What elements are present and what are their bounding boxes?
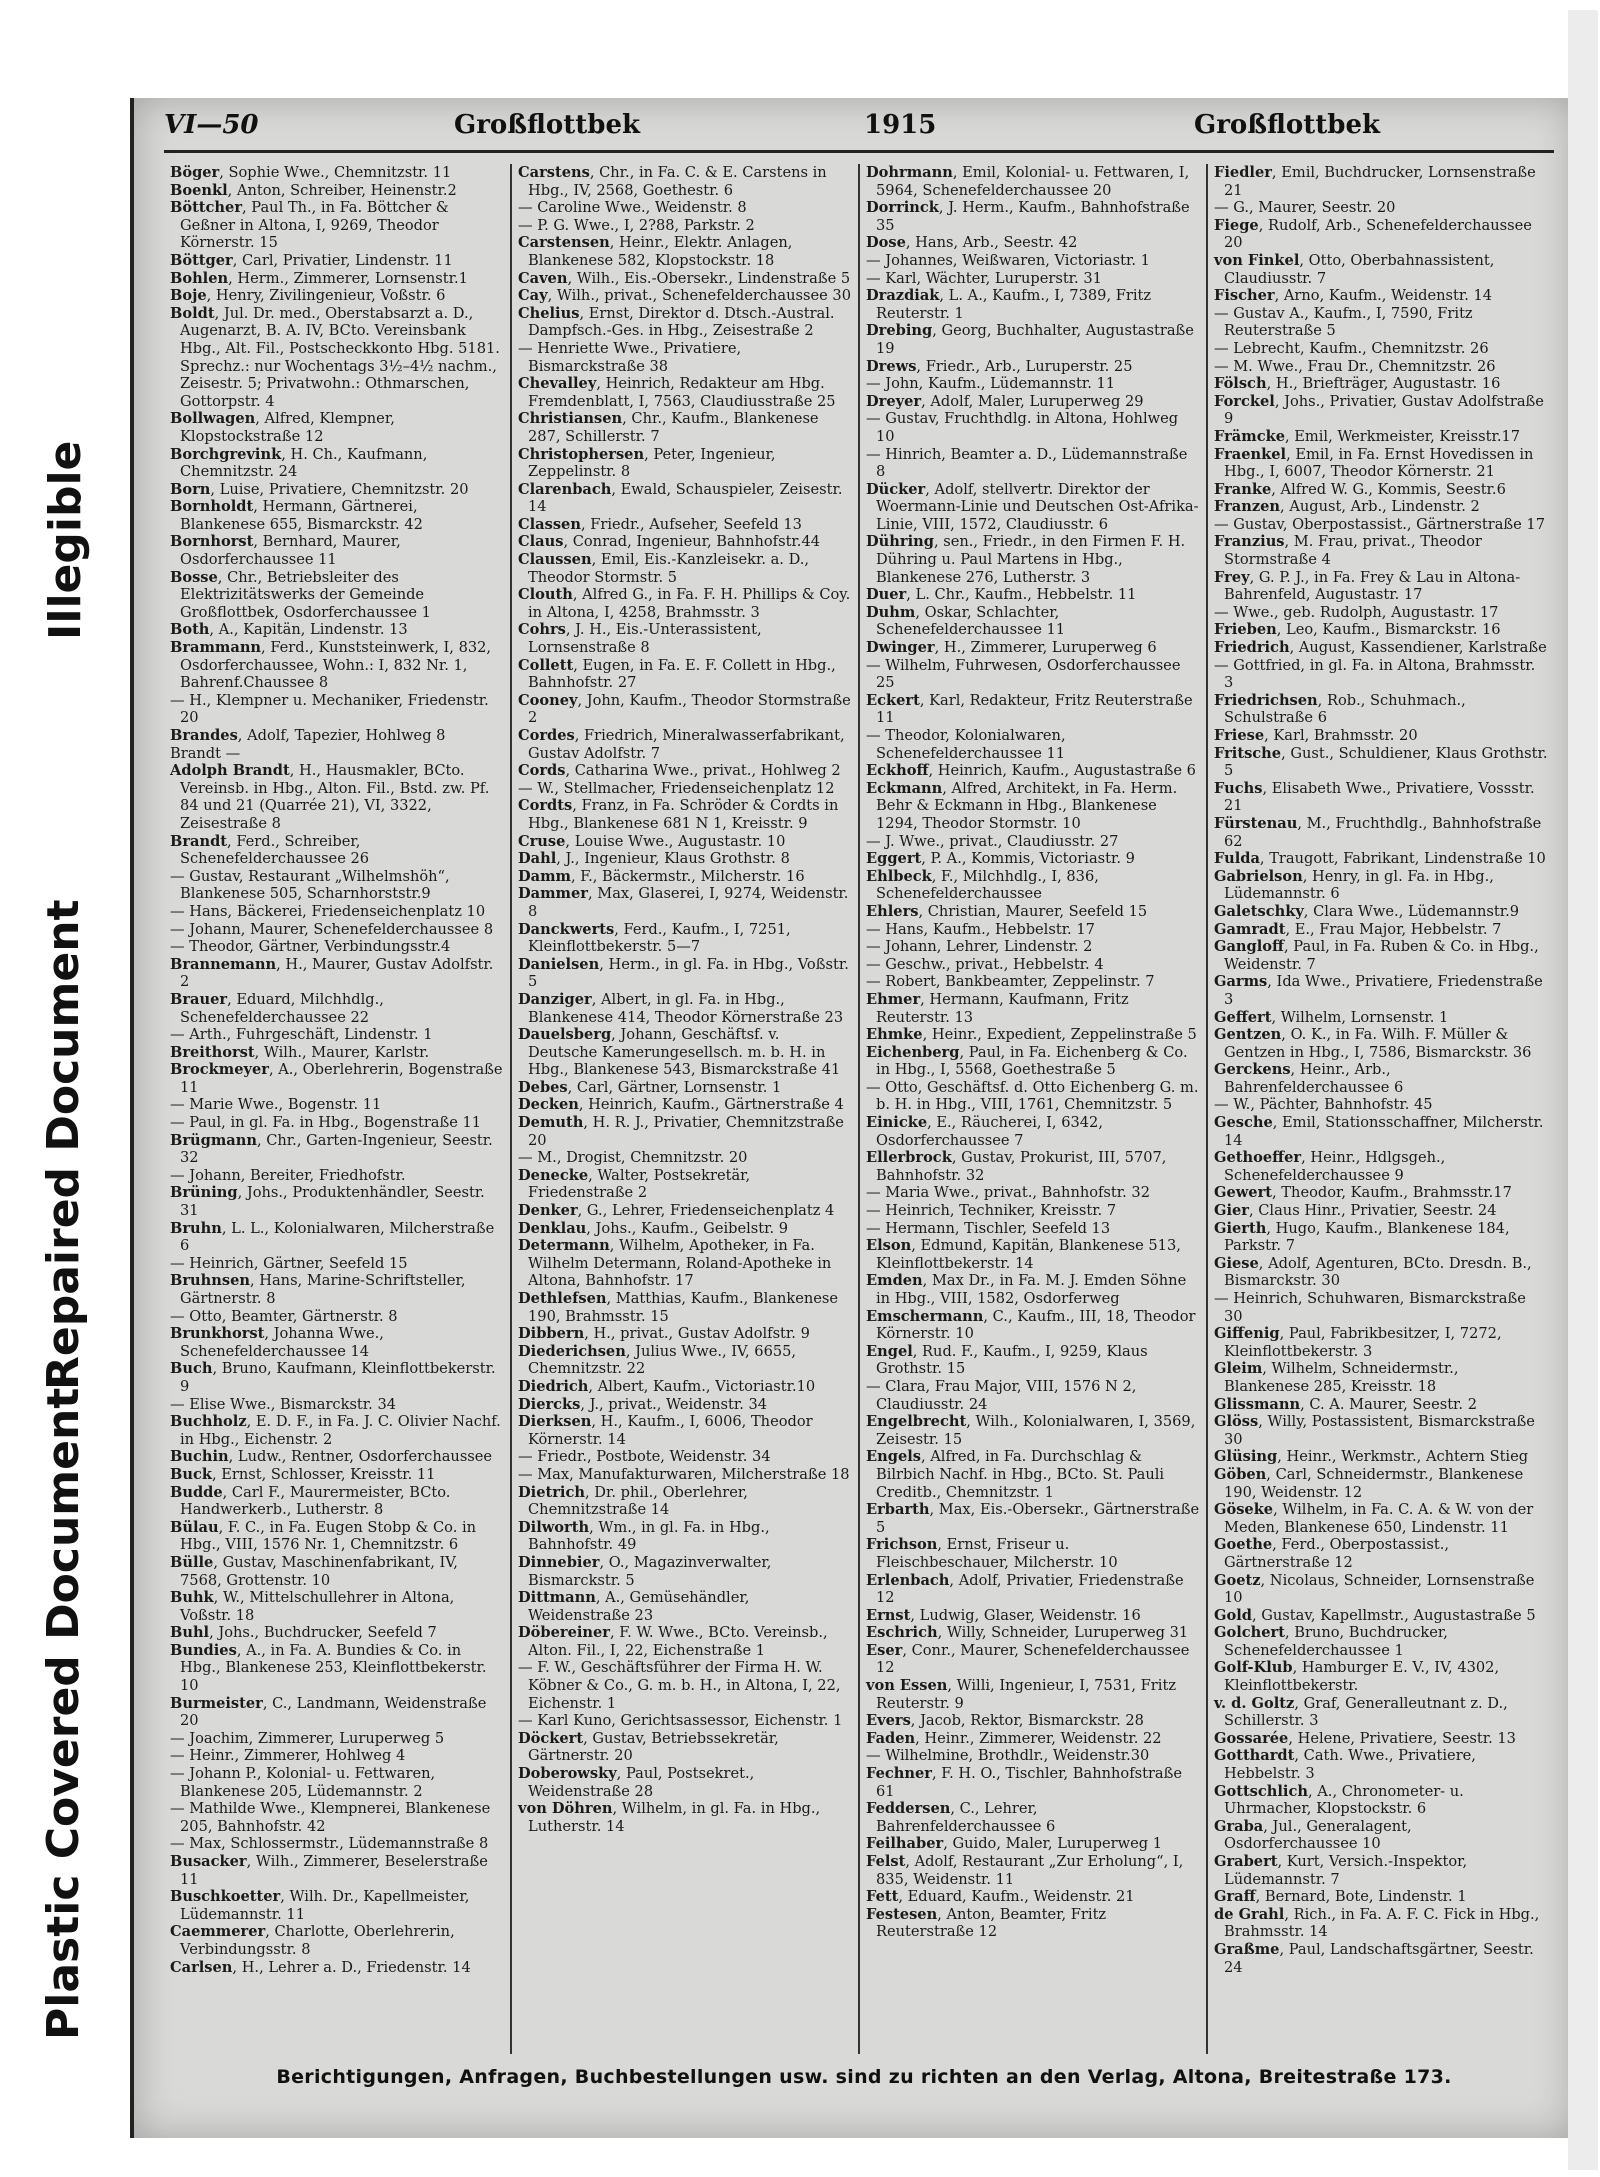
directory-entry: — M., Drogist, Chemnitzstr. 20	[518, 1149, 748, 1167]
directory-entry: Dietrich, Dr. phil., Oberlehrer, Chemnitzstraße 14	[518, 1483, 748, 1519]
directory-entry: — Hermann, Tischler, Seefeld 13	[866, 1219, 1111, 1237]
directory-entry: — Wilhelm, Fuhrwesen, Osdorferchaussee 25	[866, 656, 1181, 692]
directory-entry: Bülle, Gustav, Maschinenfabrikant, IV, 7568, Grottenstr. 10	[170, 1553, 458, 1589]
directory-entry: Glissmann, C. A. Maurer, Seestr. 2	[1214, 1395, 1477, 1413]
directory-entry: Fuchs, Elisabeth Wwe., Privatiere, Vossstr. 21	[1214, 779, 1535, 815]
directory-entry: — Gustav A., Kaufm., I, 7590, Fritz Reuterstraße 5	[1214, 304, 1473, 340]
directory-entry: Debes, Carl, Gärtner, Lornsenstr. 1	[518, 1078, 782, 1096]
directory-entry: — Hinrich, Beamter a. D., Lüdemannstraße 8	[866, 445, 1188, 481]
directory-entry: Fraenkel, Emil, in Fa. Ernst Hovedissen in Hbg., I, 6007, Theodor Körnerstr. 21	[1214, 445, 1534, 481]
directory-entry: Garms, Ida Wwe., Privatiere, Friedenstraße 3	[1214, 973, 1543, 1008]
directory-entry: Fürstenau, M., Fruchthdlg., Bahnhofstraße 62	[1214, 814, 1542, 850]
directory-entry: Dittmann, A., Gemüsehändler, Weidenstraße 23	[518, 1589, 750, 1624]
directory-entry: Evers, Jacob, Rektor, Bismarckstr. 28	[866, 1712, 1144, 1730]
directory-entry: — Otto, Geschäftsf. d. Otto Eichenberg G. m. b. H. in Hbg., VIII, 1761, Chemnitzstr. 5	[866, 1078, 1199, 1114]
directory-entry: Festesen, Anton, Beamter, Fritz Reuterstraße 12	[866, 1905, 1107, 1941]
directory-entry: Friese, Karl, Brahmsstr. 20	[1214, 727, 1418, 744]
directory-entry: Cruse, Louise Wwe., Augustastr. 10	[518, 832, 786, 850]
directory-entry: Ellerbrock, Gustav, Prokurist, III, 5707, Bahnhofstr. 32	[866, 1149, 1167, 1184]
directory-entry: — Johannes, Weißwaren, Victoriastr. 1	[866, 251, 1150, 269]
directory-entry: Bornhorst, Bernhard, Maurer, Osdorferchaussee 11	[170, 533, 401, 569]
directory-entry: Brüning, Johs., Produktenhändler, Seestr. 31	[170, 1184, 485, 1220]
directory-entry: Böger, Sophie Wwe., Chemnitzstr. 11	[170, 164, 452, 181]
directory-entry: Duhm, Oskar, Schlachter, Schenefelderchaussee 11	[866, 603, 1066, 639]
directory-entry: Determann, Wilhelm, Apotheker, in Fa. Wilhelm Determann, Roland-Apotheke in Altona, Bahnhofstr. 17	[518, 1237, 832, 1290]
directory-entry: Bohlen, Herm., Zimmerer, Lornsenstr.1	[170, 269, 468, 287]
directory-entry: Ehlers, Christian, Maurer, Seefeld 15	[866, 902, 1148, 920]
directory-entry: Frichson, Ernst, Friseur u. Fleischbeschauer, Milcherstr. 10	[866, 1536, 1118, 1571]
directory-entry: Fischer, Arno, Kaufm., Weidenstr. 14	[1214, 287, 1493, 305]
directory-entry: Dibbern, H., privat., Gustav Adolfstr. 9	[518, 1325, 810, 1343]
directory-entry: Claus, Conrad, Ingenieur, Bahnhofstr.44	[518, 533, 821, 551]
directory-entry: — Gustav, Fruchthdlg. in Altona, Hohlweg 10	[866, 410, 1179, 445]
directory-entry: — Theodor, Kolonialwaren, Schenefelderchaussee 11	[866, 727, 1066, 762]
directory-entry: Gotthardt, Cath. Wwe., Privatiere, Hebbelstr. 3	[1214, 1747, 1476, 1783]
directory-entry: — Johann, Maurer, Schenefelderchaussee 8	[170, 920, 494, 938]
scan-edge	[1568, 10, 1598, 2170]
directory-entry: Budde, Carl F., Maurermeister, BCto. Handwerkerb., Lutherstr. 8	[170, 1483, 451, 1519]
directory-entry: Gewert, Theodor, Kaufm., Brahmsstr.17	[1214, 1184, 1512, 1202]
directory-entry: Buhl, Johs., Buchdrucker, Seefeld 7	[170, 1624, 437, 1642]
directory-entry: Boldt, Jul. Dr. med., Oberstabsarzt a. D., Augenarzt, B. A. IV, BCto. Vereinsbank Hbg., Alt. Fil., Postscheckkonto Hbg. 5181. Sprechz.: nur Wochentags 3½–4½ nachm., Zeisestr. 5; Privatwohn.: Othmarschen, Gottorpstr. 4	[170, 304, 500, 410]
directory-entry: Christophersen, Peter, Ingenieur, Zeppelinstr. 8	[518, 445, 776, 481]
directory-entry: — Gustav, Restaurant „Wilhelmshöh“, Blankenese 505, Scharnhorststr.9	[170, 867, 450, 903]
directory-entry: Emden, Max Dr., in Fa. M. J. Emden Söhne in Hbg., VIII, 1582, Osdorferweg	[866, 1272, 1187, 1307]
directory-entry: Bundies, A., in Fa. A. Bundies & Co. in Hbg., Blankenese 253, Kleinflottbekerstr. 10	[170, 1641, 487, 1695]
directory-entry: Dreyer, Adolf, Maler, Luruperweg 29	[866, 392, 1144, 410]
directory-entry: Classen, Friedr., Aufseher, Seefeld 13	[518, 515, 802, 533]
directory-entry: — Heinrich, Schuhwaren, Bismarckstraße 30	[1214, 1290, 1526, 1325]
directory-entry: Dose, Hans, Arb., Seestr. 42	[866, 234, 1078, 252]
directory-entry: Gentzen, O. K., in Fa. Wilh. F. Müller & Gentzen in Hbg., I, 7586, Bismarckstr. 36	[1214, 1026, 1532, 1061]
directory-entry: Collett, Eugen, in Fa. E. F. Collett in Hbg., Bahnhofstr. 27	[518, 656, 836, 692]
header-year: 1915	[864, 110, 937, 140]
directory-entry: Eckmann, Alfred, Architekt, in Fa. Herm. Behr & Eckmann in Hbg., Blankenese 1294, Theodor Stormstr. 10	[866, 779, 1178, 832]
directory-entry: Golf-Klub, Hamburger E. V., IV, 4302, Kleinflottbekerstr.	[1214, 1659, 1500, 1695]
directory-entry: — W., Stellmacher, Friedenseichenplatz 12	[518, 779, 835, 797]
directory-entry: Gold, Gustav, Kapellmstr., Augustastraße 5	[1214, 1606, 1536, 1624]
directory-entry: Erbarth, Max, Eis.-Obersekr., Gärtnerstraße 5	[866, 1501, 1200, 1536]
directory-entry: Claussen, Emil, Eis.-Kanzleisekr. a. D., Theodor Stormstr. 5	[518, 551, 810, 586]
directory-entry: Dierksen, H., Kaufm., I, 6006, Theodor Körnerstr. 14	[518, 1413, 813, 1448]
directory-entry: Glöss, Willy, Postassistent, Bismarckstraße 30	[1214, 1413, 1535, 1448]
directory-entry: Buhk, W., Mittelschullehrer in Altona, Voßstr. 18	[170, 1589, 455, 1624]
directory-entry: Brannemann, H., Maurer, Gustav Adolfstr. 2	[170, 955, 494, 991]
directory-entry: — Maria Wwe., privat., Bahnhofstr. 32	[866, 1184, 1151, 1202]
directory-entry: Bosse, Chr., Betriebsleiter des Elektrizitätswerks der Gemeinde Großflottbek, Osdorferchaussee 1	[170, 568, 431, 621]
directory-entry: Friedrich, August, Kassendiener, Karlstraße	[1214, 639, 1547, 657]
directory-entry: Bornholdt, Hermann, Gärtnerei, Blankenese 655, Bismarckstr. 42	[170, 498, 423, 533]
directory-entry: Caven, Wilh., Eis.-Obersekr., Lindenstraße 5	[518, 269, 851, 287]
page-number: VI—50	[164, 110, 259, 140]
directory-entry: Buchin, Ludw., Rentner, Osdorferchaussee	[170, 1448, 493, 1466]
directory-entry: Emschermann, C., Kaufm., III, 18, Theodor Körnerstr. 10	[866, 1307, 1196, 1343]
directory-entry: — Gustav, Oberpostassist., Gärtnerstraße 17	[1214, 515, 1545, 533]
directory-entry: Brunkhorst, Johanna Wwe., Schenefelderchaussee 14	[170, 1325, 384, 1360]
header-location-right: Großflottbek	[1194, 110, 1380, 140]
directory-entry: — Elise Wwe., Bismarckstr. 34	[170, 1395, 397, 1413]
directory-entry: Felst, Adolf, Restaurant „Zur Erholung“, I, 835, Weidenstr. 11	[866, 1853, 1184, 1888]
directory-entry: Gabrielson, Henry, in gl. Fa. in Hbg., Lüdemannstr. 6	[1214, 867, 1494, 903]
directory-entry: Borchgrevink, H. Ch., Kaufmann, Chemnitzstr. 24	[170, 445, 428, 481]
directory-entry: Dilworth, Wm., in gl. Fa. in Hbg., Bahnhofstr. 49	[518, 1518, 770, 1554]
directory-entry: Brügmann, Chr., Garten-Ingenieur, Seestr. 32	[170, 1131, 493, 1167]
directory-column-4	[1208, 164, 1554, 2054]
directory-entry: Graßme, Paul, Landschaftsgärtner, Seestr. 24	[1214, 1940, 1534, 1976]
directory-entry: Eser, Conr., Maurer, Schenefelderchaussee 12	[866, 1641, 1190, 1677]
directory-entry: Engels, Alfred, in Fa. Durchschlag & Bilrbich Nachf. in Hbg., BCto. St. Pauli Creditb., Chemnitzstr. 1	[866, 1448, 1165, 1501]
directory-entry: Denklau, Johs., Kaufm., Geibelstr. 9	[518, 1219, 789, 1237]
directory-entry: — Robert, Bankbeamter, Zeppelinstr. 7	[866, 973, 1155, 991]
directory-entry: Drazdiak, L. A., Kaufm., I, 7389, Fritz Reuterstr. 1	[866, 287, 1152, 322]
directory-entry: Chelius, Ernst, Direktor d. Dtsch.-Austral. Dampfsch.-Ges. in Hbg., Zeisestraße 2	[518, 304, 835, 340]
directory-column-1	[164, 164, 512, 2054]
directory-entry: Demuth, H. R. J., Privatier, Chemnitzstraße 20	[518, 1114, 844, 1149]
directory-entry: Glüsing, Heinr., Werkmstr., Achtern Stieg	[1214, 1448, 1529, 1466]
directory-entry: Franke, Alfred W. G., Kommis, Seestr.6	[1214, 480, 1506, 498]
header-location-left: Großflottbek	[454, 110, 640, 140]
directory-entry: Bollwagen, Alfred, Klempner, Klopstockstraße 12	[170, 410, 395, 445]
directory-entry: Gethoeffer, Heinr., Hdlgsgeh., Schenefelderchaussee 9	[1214, 1149, 1446, 1184]
directory-entry: Brauer, Eduard, Milchhdlg., Schenefelderchaussee 22	[170, 990, 384, 1026]
directory-entry: — Johann P., Kolonial- u. Fettwaren, Blankenese 205, Lüdemannstr. 2	[170, 1765, 436, 1800]
directory-entry: Fulda, Traugott, Fabrikant, Lindenstraße 10	[1214, 850, 1546, 868]
directory-entry: Franzen, August, Arb., Lindenstr. 2	[1214, 498, 1480, 516]
directory-entry: Ernst, Ludwig, Glaser, Weidenstr. 16	[866, 1606, 1141, 1624]
directory-entry: — Friedr., Postbote, Weidenstr. 34	[518, 1448, 771, 1466]
stamp-repaired-document: Repaired Document	[38, 899, 89, 1390]
directory-entry: — Clara, Frau Major, VIII, 1576 N 2, Claudiusstr. 24	[866, 1377, 1137, 1413]
directory-entry: Carlsen, H., Lehrer a. D., Friedenstr. 14	[170, 1958, 471, 1976]
directory-entry: Diederichsen, Julius Wwe., IV, 6655, Chemnitzstr. 22	[518, 1342, 797, 1378]
header-rule	[164, 150, 1554, 153]
directory-entry: Fölsch, H., Briefträger, Augustastr. 16	[1214, 375, 1501, 393]
directory-entry: Goethe, Ferd., Oberpostassist., Gärtnerstraße 12	[1214, 1536, 1449, 1571]
directory-entry: Denker, G., Lehrer, Friedenseichenplatz 4	[518, 1202, 835, 1220]
archive-stamps	[0, 0, 120, 2177]
directory-entry: Einicke, E., Räucherei, I, 6342, Osdorferchaussee 7	[866, 1114, 1103, 1149]
directory-entry: Denecke, Walter, Postsekretär, Friedenstraße 2	[518, 1166, 751, 1202]
directory-entry: Feilhaber, Guido, Maler, Luruperweg 1	[866, 1835, 1163, 1853]
directory-entry: Eschrich, Willy, Schneider, Luruperweg 31	[866, 1624, 1189, 1642]
directory-entry: Geffert, Wilhelm, Lornsenstr. 1	[1214, 1008, 1449, 1026]
directory-entry: — Caroline Wwe., Weidenstr. 8	[518, 199, 747, 217]
directory-entry: Bülau, F. C., in Fa. Eugen Stobp & Co. in Hbg., VIII, 1576 Nr. 1, Chemnitzstr. 6	[170, 1518, 477, 1554]
directory-entry: — Johann, Bereiter, Friedhofstr.	[170, 1166, 406, 1184]
directory-entry: von Finkel, Otto, Oberbahnassistent, Claudiusstr. 7	[1214, 251, 1495, 287]
directory-entry: Dwinger, H., Zimmerer, Luruperweg 6	[866, 639, 1157, 657]
directory-entry: Duer, L. Chr., Kaufm., Hebbelstr. 11	[866, 586, 1137, 604]
directory-entry: Brammann, Ferd., Kunststeinwerk, I, 832, Osdorferchaussee, Wohn.: I, 832 Nr. 1, Bahrenf.Chaussee 8	[170, 639, 492, 692]
directory-entry: — Marie Wwe., Bogenstr. 11	[170, 1096, 382, 1114]
directory-entry: Graff, Bernard, Bote, Lindenstr. 1	[1214, 1888, 1467, 1906]
directory-entry: Brandt, Ferd., Schreiber, Schenefelderchaussee 26	[170, 832, 370, 868]
directory-entry: Frieben, Leo, Kaufm., Bismarckstr. 16	[1214, 621, 1501, 639]
directory-entry: Fiedler, Emil, Buchdrucker, Lornsenstraße 21	[1214, 164, 1536, 199]
directory-entry: Buchholz, E. D. F., in Fa. J. C. Olivier Nachf. in Hbg., Eichenstr. 2	[170, 1413, 501, 1448]
directory-entry: Gamradt, E., Frau Major, Hebbelstr. 7	[1214, 920, 1502, 938]
directory-entry: Cohrs, J. H., Eis.-Unterassistent, Lornsenstraße 8	[518, 621, 762, 657]
directory-entry: Galetschky, Clara Wwe., Lüdemannstr.9	[1214, 902, 1520, 920]
directory-entry: Chevalley, Heinrich, Redakteur am Hbg. Fremdenblatt, I, 7563, Claudiusstraße 25	[518, 375, 836, 410]
directory-entry: Danielsen, Herm., in gl. Fa. in Hbg., Voßstr. 5	[518, 955, 849, 991]
directory-entry: Doberowsky, Paul, Postsekret., Weidenstraße 28	[518, 1765, 755, 1800]
directory-page	[130, 98, 1574, 2138]
directory-entry: Burmeister, C., Landmann, Weidenstraße 20	[170, 1694, 487, 1730]
directory-entry: Adolph Brandt, H., Hausmakler, BCto. Vereinsb. in Hbg., Alton. Fil., Bstd. zw. Pf. 84 und 21 (Quarrée 21), VI, 3322, Zeisestraße 8	[170, 762, 490, 832]
directory-entry: Gierth, Hugo, Kaufm., Blankenese 184, Parkstr. 7	[1214, 1219, 1510, 1255]
directory-entry: Dethlefsen, Matthias, Kaufm., Blankenese 190, Brahmsstr. 15	[518, 1290, 838, 1325]
directory-column-2	[512, 164, 860, 2054]
directory-entry: — W., Pächter, Bahnhofstr. 45	[1214, 1096, 1433, 1114]
directory-entry: Graba, Jul., Generalagent, Osdorferchaussee 10	[1214, 1817, 1412, 1853]
directory-entry: Cordts, Franz, in Fa. Schröder & Cordts in Hbg., Blankenese 681 N 1, Kreisstr. 9	[518, 797, 839, 832]
directory-entry: — Mathilde Wwe., Klempnerei, Blankenese 205, Bahnhofstr. 42	[170, 1800, 491, 1835]
directory-entry: Danckwerts, Ferd., Kaufm., I, 7251, Kleinflottbekerstr. 5—7	[518, 920, 791, 956]
directory-entry: Drebing, Georg, Buchhalter, Augustastraße 19	[866, 322, 1194, 357]
directory-entry: Dammer, Max, Glaserei, I, 9274, Weidenstr. 8	[518, 885, 849, 920]
directory-entry: Born, Luise, Privatiere, Chemnitzstr. 20	[170, 480, 469, 498]
directory-entry: Dahl, J., Ingenieur, Klaus Grothstr. 8	[518, 850, 790, 868]
directory-entry: Erlenbach, Adolf, Privatier, Friedenstraße 12	[866, 1571, 1184, 1607]
directory-entry: Caemmerer, Charlotte, Oberlehrerin, Verbindungsstr. 8	[170, 1923, 455, 1958]
directory-entry: Clarenbach, Ewald, Schauspieler, Zeisestr. 14	[518, 480, 843, 516]
directory-entry: Boenkl, Anton, Schreiber, Heinenstr.2	[170, 181, 457, 199]
directory-columns	[164, 164, 1554, 2054]
directory-entry: Fritsche, Gust., Schuldiener, Klaus Grothstr. 5	[1214, 744, 1548, 780]
directory-entry: — John, Kaufm., Lüdemannstr. 11	[866, 375, 1116, 393]
directory-entry: — Wwe., geb. Rudolph, Augustastr. 17	[1214, 603, 1499, 621]
directory-entry: Diedrich, Albert, Kaufm., Victoriastr.10	[518, 1377, 816, 1395]
directory-entry: — P. G. Wwe., I, 2?88, Parkstr. 2	[518, 216, 755, 234]
directory-entry: Eggert, P. A., Kommis, Victoriastr. 9	[866, 850, 1135, 868]
directory-entry: Boje, Henry, Zivilingenieur, Voßstr. 6	[170, 287, 446, 305]
directory-entry: Göben, Carl, Schneidermstr., Blankenese 190, Weidenstr. 12	[1214, 1465, 1524, 1501]
directory-entry: Brockmeyer, A., Oberlehrerin, Bogenstraße 11	[170, 1061, 503, 1096]
directory-entry: Gangloff, Paul, in Fa. Ruben & Co. in Hbg., Weidenstr. 7	[1214, 938, 1539, 973]
directory-entry: Göseke, Wilhelm, in Fa. C. A. & W. von der Meden, Blankenese 650, Lindenstr. 11	[1214, 1501, 1534, 1536]
directory-entry: — Paul, in gl. Fa. in Hbg., Bogenstraße 11	[170, 1114, 482, 1132]
directory-entry: Engelbrecht, Wilh., Kolonialwaren, I, 3569, Zeisestr. 15	[866, 1413, 1196, 1448]
directory-entry: Grabert, Kurt, Versich.-Inspektor, Lüdemannstr. 7	[1214, 1853, 1468, 1888]
directory-entry: Dauelsberg, Johann, Geschäftsf. v. Deutsche Kamerungesellsch. m. b. H. in Hbg., Blankenese 543, Bismarckstraße 41	[518, 1026, 841, 1079]
directory-entry: Engel, Rud. F., Kaufm., I, 9259, Klaus Grothstr. 15	[866, 1342, 1148, 1378]
directory-entry: Ehlbeck, F., Milchhdlg., I, 836, Schenefelderchaussee	[866, 867, 1099, 903]
directory-entry: Dohrmann, Emil, Kolonial- u. Fettwaren, I, 5964, Schenefelderchaussee 20	[866, 164, 1190, 199]
directory-entry: — Arth., Fuhrgeschäft, Lindenstr. 1	[170, 1026, 433, 1044]
directory-entry: von Essen, Willi, Ingenieur, I, 7531, Fritz Reuterstr. 9	[866, 1677, 1177, 1712]
directory-entry: Eckhoff, Heinrich, Kaufm., Augustastraße 6	[866, 762, 1196, 780]
directory-entry: Giffenig, Paul, Fabrikbesitzer, I, 7272, Kleinflottbekerstr. 3	[1214, 1325, 1502, 1360]
directory-entry: Dorrinck, J. Herm., Kaufm., Bahnhofstraße 35	[866, 199, 1190, 234]
directory-entry: — Lebrecht, Kaufm., Chemnitzstr. 26	[1214, 339, 1489, 357]
directory-entry: Brandes, Adolf, Tapezier, Hohlweg 8	[170, 727, 446, 744]
directory-entry: Fett, Eduard, Kaufm., Weidenstr. 21	[866, 1888, 1135, 1906]
stamp-plastic-covered-document: Plastic Covered Document	[38, 1387, 89, 2040]
directory-entry: Decken, Heinrich, Kaufm., Gärtnerstraße 4	[518, 1096, 844, 1114]
directory-entry: — Johann, Lehrer, Lindenstr. 2	[866, 938, 1093, 956]
directory-entry: Franzius, M. Frau, privat., Theodor Stormstraße 4	[1214, 533, 1482, 569]
directory-entry: — Henriette Wwe., Privatiere, Bismarckstraße 38	[518, 339, 742, 375]
directory-entry: — Karl, Wächter, Luruperstr. 31	[866, 269, 1102, 287]
directory-entry: Cordes, Friedrich, Mineralwasserfabrikant, Gustav Adolfstr. 7	[518, 727, 845, 762]
directory-entry: Eichenberg, Paul, in Fa. Eichenberg & Co. in Hbg., I, 5568, Goethestraße 5	[866, 1043, 1188, 1079]
directory-entry: — Karl Kuno, Gerichtsassessor, Eichenstr. 1	[518, 1712, 843, 1730]
directory-entry: von Döhren, Wilhelm, in gl. Fa. in Hbg., Lutherstr. 14	[518, 1800, 821, 1835]
directory-entry: v. d. Goltz, Graf, Generalleutnant z. D., Schillerstr. 3	[1214, 1694, 1508, 1730]
directory-entry: Christiansen, Chr., Kaufm., Blankenese 287, Schillerstr. 7	[518, 410, 819, 445]
directory-entry: — G., Maurer, Seestr. 20	[1214, 199, 1396, 217]
directory-entry: Bruhn, L. L., Kolonialwaren, Milcherstraße 6	[170, 1219, 495, 1255]
directory-entry: Gossarée, Helene, Privatiere, Seestr. 13	[1214, 1729, 1516, 1747]
directory-entry: Buschkoetter, Wilh. Dr., Kapellmeister, Lüdemannstr. 11	[170, 1888, 470, 1923]
directory-entry: Faden, Heinr., Zimmerer, Weidenstr. 22	[866, 1729, 1162, 1747]
directory-entry: Dühring, sen., Friedr., in den Firmen F. H. Dühring u. Paul Martens in Hbg., Blankenese 276, Lutherstr. 3	[866, 533, 1186, 586]
directory-entry: Ehmer, Hermann, Kaufmann, Fritz Reuterstr. 13	[866, 990, 1129, 1026]
directory-entry: Giese, Adolf, Agenturen, BCto. Dresdn. B., Bismarckstr. 30	[1214, 1254, 1532, 1290]
directory-entry: Eckert, Karl, Redakteur, Fritz Reuterstraße 11	[866, 691, 1193, 727]
directory-entry: — Hans, Kaufm., Hebbelstr. 17	[866, 920, 1095, 938]
directory-entry: Diercks, J., privat., Weidenstr. 34	[518, 1395, 768, 1413]
publisher-notice: Berichtigungen, Anfragen, Buchbestellungen usw. sind zu richten an den Verlag, Altona, Breitestraße 173.	[276, 2066, 1452, 2088]
directory-entry: — Heinrich, Techniker, Kreisstr. 7	[866, 1202, 1117, 1220]
directory-entry: Fechner, F. H. O., Tischler, Bahnhofstraße 61	[866, 1765, 1183, 1800]
directory-column-3	[860, 164, 1208, 2054]
directory-entry: Fiege, Rudolf, Arb., Schenefelderchaussee 20	[1214, 216, 1532, 252]
directory-entry: Damm, F., Bäckermstr., Milcherstr. 16	[518, 867, 805, 885]
directory-entry: — Gottfried, in gl. Fa. in Altona, Brahmsstr. 3	[1214, 656, 1536, 692]
directory-entry: Cay, Wilh., privat., Schenefelderchaussee 30	[518, 287, 851, 305]
directory-entry: Clouth, Alfred G., in Fa. F. H. Phillips & Coy. in Altona, I, 4258, Brahmsstr. 3	[518, 586, 851, 621]
directory-entry: Dücker, Adolf, stellvertr. Direktor der Woermann-Linie und Deutschen Ost-Afrika-Linie, VIII, 1572, Claudiusstr. 6	[866, 480, 1199, 533]
directory-entry: Cords, Catharina Wwe., privat., Hohlweg 2	[518, 762, 841, 780]
directory-entry: Goetz, Nicolaus, Schneider, Lornsenstraße 10	[1214, 1571, 1535, 1607]
directory-entry: Busacker, Wilh., Zimmerer, Beselerstraße 11	[170, 1853, 488, 1888]
directory-entry: Bruhnsen, Hans, Marine-Schriftsteller, Gärtnerstr. 8	[170, 1272, 466, 1307]
directory-entry: Buck, Ernst, Schlosser, Kreisstr. 11	[170, 1465, 436, 1483]
directory-entry: Golchert, Bruno, Buchdrucker, Schenefelderchaussee 1	[1214, 1624, 1448, 1659]
directory-entry: Ehmke, Heinr., Expedient, Zeppelinstraße 5	[866, 1026, 1197, 1044]
directory-entry: — Max, Manufakturwaren, Milcherstraße 18	[518, 1465, 850, 1483]
directory-entry: Feddersen, C., Lehrer, Bahrenfelderchaussee 6	[866, 1800, 1056, 1835]
directory-entry: — Heinr., Zimmerer, Hohlweg 4	[170, 1747, 406, 1765]
directory-entry: Böttcher, Paul Th., in Fa. Böttcher & Geßner in Altona, I, 9269, Theodor Körnerstr. 15	[170, 199, 449, 252]
directory-entry: — Theodor, Gärtner, Verbindungsstr.4	[170, 938, 451, 956]
directory-entry: Breithorst, Wilh., Maurer, Karlstr.	[170, 1043, 430, 1061]
page-header	[164, 110, 1554, 150]
directory-entry: Friedrichsen, Rob., Schuhmach., Schulstraße 6	[1214, 691, 1466, 727]
directory-entry: — Joachim, Zimmerer, Luruperweg 5	[170, 1729, 445, 1747]
directory-entry: Böttger, Carl, Privatier, Lindenstr. 11	[170, 251, 453, 269]
directory-entry: de Grahl, Rich., in Fa. A. F. C. Fick in Hbg., Brahmsstr. 14	[1214, 1905, 1540, 1941]
directory-entry: Drews, Friedr., Arb., Luruperstr. 25	[866, 357, 1133, 375]
directory-entry: Buch, Bruno, Kaufmann, Kleinflottbekerstr. 9	[170, 1360, 496, 1395]
directory-entry: Danziger, Albert, in gl. Fa. in Hbg., Blankenese 414, Theodor Körnerstraße 23	[518, 990, 844, 1026]
directory-entry: Forckel, Johs., Privatier, Gustav Adolfstraße 9	[1214, 392, 1544, 428]
directory-entry: Gleim, Wilhelm, Schneidermstr., Blankenese 285, Kreisstr. 18	[1214, 1360, 1459, 1395]
directory-entry: — M. Wwe., Frau Dr., Chemnitzstr. 26	[1214, 357, 1496, 375]
directory-entry: Carstensen, Heinr., Elektr. Anlagen, Blankenese 582, Klopstockstr. 18	[518, 234, 793, 269]
stamp-illegible: Illegible	[40, 440, 91, 640]
directory-entry: Döckert, Gustav, Betriebssekretär, Gärtnerstr. 20	[518, 1729, 779, 1765]
directory-entry: — Max, Schlossermstr., Lüdemannstraße 8	[170, 1835, 489, 1853]
directory-entry: Both, A., Kapitän, Lindenstr. 13	[170, 621, 408, 639]
directory-entry: — Geschw., privat., Hebbelstr. 4	[866, 955, 1104, 973]
directory-entry: Dinnebier, O., Magazinverwalter, Bismarckstr. 5	[518, 1553, 772, 1589]
directory-entry: — Otto, Beamter, Gärtnerstr. 8	[170, 1307, 398, 1325]
directory-entry: — J. Wwe., privat., Claudiusstr. 27	[866, 832, 1119, 850]
directory-entry: Brandt —	[170, 744, 241, 762]
directory-entry: Döbereiner, F. W. Wwe., BCto. Vereinsb., Alton. Fil., I, 22, Eichenstraße 1	[518, 1624, 828, 1659]
directory-entry: — F. W., Geschäftsführer der Firma H. W. Köbner & Co., G. m. b. H., in Altona, I, 22, Eichenstr. 1	[518, 1659, 841, 1712]
directory-entry: Gottschlich, A., Chronometer- u. Uhrmacher, Klopstockstr. 6	[1214, 1782, 1464, 1818]
directory-entry: — H., Klempner u. Mechaniker, Friedenstr. 20	[170, 691, 489, 727]
directory-entry: Carstens, Chr., in Fa. C. & E. Carstens in Hbg., IV, 2568, Goethestr. 6	[518, 164, 827, 199]
directory-entry: Främcke, Emil, Werkmeister, Kreisstr.17	[1214, 427, 1521, 445]
directory-entry: Elson, Edmund, Kapitän, Blankenese 513, Kleinflottbekerstr. 14	[866, 1237, 1181, 1272]
directory-entry: Gesche, Emil, Stationsschaffner, Milcherstr. 14	[1214, 1114, 1544, 1149]
directory-entry: — Wilhelmine, Brothdlr., Weidenstr.30	[866, 1747, 1150, 1765]
directory-entry: Gerckens, Heinr., Arb., Bahrenfelderchaussee 6	[1214, 1061, 1404, 1096]
directory-entry: Cooney, John, Kaufm., Theodor Stormstraße 2	[518, 691, 851, 727]
directory-entry: — Hans, Bäckerei, Friedenseichenplatz 10	[170, 902, 486, 920]
directory-entry: Frey, G. P. J., in Fa. Frey & Lau in Altona-Bahrenfeld, Augustastr. 17	[1214, 568, 1521, 604]
directory-entry: — Heinrich, Gärtner, Seefeld 15	[170, 1254, 408, 1272]
directory-entry: Gier, Claus Hinr., Privatier, Seestr. 24	[1214, 1202, 1497, 1220]
